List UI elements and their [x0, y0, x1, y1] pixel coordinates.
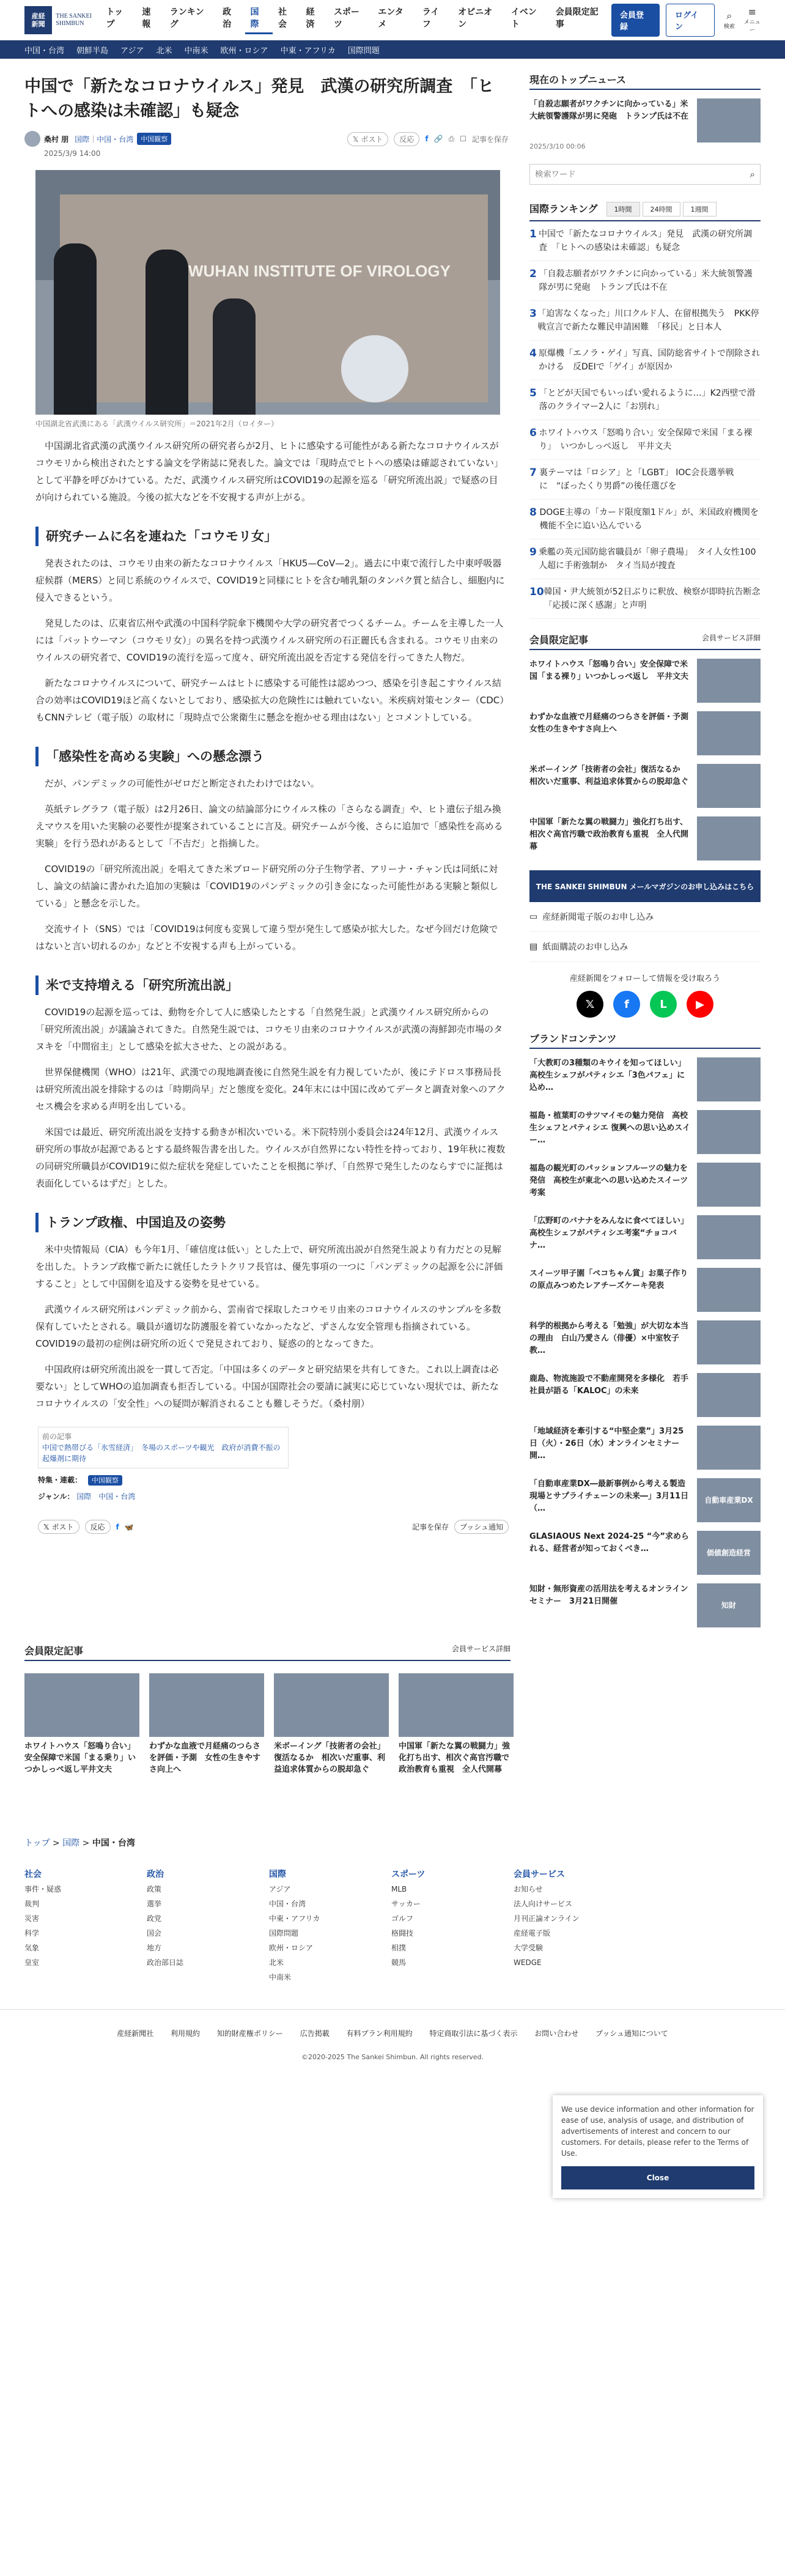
paragraph: 発表されたのは、コウモリ由来の新たなコロナウイルス「HKU5—CoV—2」。過去に中東で流行した中東呼吸器症候群（MERS）と同じ系統のウイルスで、COVID19と同様にヒトを含む哺乳類のタンパク質と結合し、細胞内に侵入できるという。 — [35, 558, 505, 603]
brand-item[interactable] — [529, 1478, 761, 1522]
author-name[interactable]: 桑村 朋 — [44, 135, 69, 144]
sidebar-search — [529, 164, 761, 185]
article-title: 中国で「新たなコロナウイルス」発見 武漢の研究所調査 「ヒトへの感染は未確認」も疑念 — [24, 77, 494, 120]
note-button[interactable]: 反応 — [394, 132, 419, 146]
ranking-headline: 「とどが天国でもいっぱい愛れるように…」K2西壁で滑落のクライマー2人に「お別れ」 — [539, 388, 756, 412]
footer-link[interactable]: 選挙 — [147, 1900, 162, 1908]
footer-link[interactable]: 政治部日誌 — [147, 1958, 184, 1967]
bottom-headline: 中国軍「新たな翼の戦闘力」強化打ち出す、相次ぐ高官汚職で政治教育も重視 全人代開幕 — [399, 1742, 510, 1774]
brand-thumb — [697, 1110, 761, 1154]
ranking-number: 3 — [529, 308, 537, 320]
tab-1w[interactable]: 1週間 — [683, 202, 717, 217]
ranking-number: 6 — [529, 427, 537, 439]
article-date: 2025/3/9 14:00 — [44, 149, 101, 158]
print-icon[interactable]: ⎙ — [448, 134, 455, 143]
paragraph: 発見したのは、広東省広州や武漢の中国科学院傘下機関や大学の研究者でつくるチーム。チームを主導した一人には「バットウーマン（コウモリ女）」の異名を持つ武漢ウイルス研究所の石正麗氏も含まれる。コウモリ由来のウイルスの研究者で、COVID19の流行を巡って度々、研究所流出説を否定する発信を行ってきた人物だ。 — [35, 618, 504, 663]
push-button[interactable]: プッシュ通知 — [454, 1520, 509, 1534]
footer-heading[interactable]: 社会 — [24, 1870, 42, 1879]
footer-link[interactable]: 中東・アフリカ — [269, 1914, 320, 1923]
footer-link[interactable]: プッシュ通知について — [595, 2029, 668, 2038]
tab-24h[interactable]: 24時間 — [643, 202, 680, 217]
bottom-member-item[interactable] — [274, 1673, 389, 1775]
bottom-thumb — [274, 1673, 389, 1737]
article — [24, 59, 509, 1627]
member-thumb — [697, 711, 761, 755]
nav-economy[interactable]: 経済 — [306, 7, 315, 29]
newspaper-icon: ▤ — [529, 942, 538, 952]
bluesky-icon[interactable]: 🦋 — [124, 1522, 134, 1531]
footer-link[interactable]: 法人向けサービス — [514, 1900, 573, 1908]
search-input[interactable] — [530, 165, 745, 183]
global-nav — [101, 6, 612, 34]
youtube-icon[interactable]: ▶ — [687, 991, 713, 1018]
facebook-icon[interactable]: f — [116, 1522, 119, 1531]
footer-link[interactable]: 気象 — [24, 1944, 40, 1952]
paragraph: 武漢ウイルス研究所はパンデミック前から、雲南省で採取したコウモリ由来のコロナウイルスのサンプルを多数保有していたとされる。職員が適切な防護服を着ていなかったなど、ずさんな安全管理も指摘されている。COVID19の最初の症例は研究所の近くで発見されており、疑惑の的となってきた。 — [35, 1304, 501, 1349]
nav-international[interactable]: 国際 — [245, 6, 273, 34]
footer-link[interactable]: 裁判 — [24, 1900, 40, 1908]
ranking-number: 2 — [529, 268, 537, 280]
paragraph: 米国では最近、研究所流出説を支持する動きが相次いでいる。米下院特別小委員会は24年12月、武漢ウイルス研究所の事故が起源であるとする最終報告書を出した。ウイルスが自然界にない特性を持っており、19年秋に複数の同研究所職員がCOVID19に似た症状を発症していたことを根拠に挙げ、「自然界で発生したのならすでに証拠は表面化しているはずだ」とした。 — [35, 1127, 506, 1189]
nav-ranking[interactable]: ランキング — [169, 7, 204, 29]
paper-subscribe[interactable]: ▤ 紙面購読のお申し込み — [529, 932, 761, 962]
nav-event[interactable]: イベント — [510, 7, 537, 29]
follow-text: 産経新聞をフォローして情報を受け取ろう — [569, 974, 721, 983]
member-headline: 中国軍「新たな翼の戦闘力」強化打ち出す、相次ぐ高官汚職で政治教育も重視 全人代開幕 — [529, 818, 689, 851]
brand-thumb — [697, 1268, 761, 1312]
bottom-headline: 米ボーイング「技術者の会社」復活なるか 相次いだ重事、利益追求体質からの脱却急ぐ — [274, 1742, 386, 1774]
member-item[interactable] — [529, 711, 761, 755]
x-post-button[interactable]: 𝕏 ポスト — [347, 132, 389, 146]
footer-link[interactable]: 中南米 — [269, 1973, 292, 1982]
footer-columns — [24, 1864, 785, 1985]
sidebar — [529, 59, 769, 1627]
ranking-headline: 裏テーマは「ロシア」と「LGBT」 IOC会長選挙戦に “ぼったくり男爵”の後任選びを — [539, 468, 734, 491]
brand-headline: 科学的根拠から考える「勉強」が大切な本当の理由 白山乃愛さん（俳優）×中室牧子教… — [529, 1322, 689, 1355]
ranking-item[interactable] — [529, 301, 761, 341]
member-item[interactable] — [529, 659, 761, 703]
member-thumb — [697, 659, 761, 703]
brand-headline: 福島・植葉町のサツマイモの魅力発信 高校生シェフとパティシエ 復興への思い込めスイー… — [529, 1111, 690, 1145]
footer-heading[interactable]: スポーツ — [391, 1870, 426, 1879]
brand-headline: 「大教町の3種類のキウイを知ってほしい」高校生シェフがパティシエ「3色パフェ」に込め… — [529, 1059, 686, 1092]
site-header — [0, 0, 785, 40]
bottom-member-list — [24, 1673, 785, 1775]
nav-sports[interactable]: スポーツ — [333, 7, 359, 29]
footer-heading[interactable]: 国際 — [269, 1870, 286, 1879]
site-brand: THE SANKEI SHIMBUN — [56, 12, 92, 27]
photo-sign: WUHAN INSTITUTE OF VIROLOGY — [188, 262, 451, 280]
paragraph: 中国政府は研究所流出説を一貫して否定。「中国は多くのデータと研究結果を共有してきた。これ以上調査は必要ない」としてWHOの追加調査も拒否している。中国が国際社会の要請に誠実に応じていない現状では、新たなコロナウイルスの「安全性」への疑問が解消されることも難しそうだ。（桑村朋） — [35, 1364, 499, 1409]
ranking-item[interactable] — [529, 460, 761, 500]
crumb-international[interactable]: 国際 — [62, 1838, 80, 1848]
genre-row: ジャンル： 国際 中国・台湾 — [38, 1492, 136, 1501]
ranking-number: 10 — [529, 586, 544, 598]
ranking-item[interactable] — [529, 539, 761, 579]
ranking-number: 1 — [529, 228, 537, 240]
divider: ｜ — [89, 135, 97, 144]
footer-link[interactable]: お知らせ — [514, 1885, 543, 1893]
footer-link[interactable]: 北米 — [269, 1958, 284, 1967]
article-meta — [24, 131, 509, 147]
newsletter-banner[interactable]: THE SANKEI SHIMBUN メールマガジンのお申し込みはこちら — [529, 870, 761, 902]
series-row: 特集・連載： 中国観察 — [38, 1475, 509, 1485]
footer-heading[interactable]: 会員サービス — [514, 1870, 565, 1879]
brand-item[interactable] — [529, 1215, 761, 1259]
category-link[interactable]: 国際 — [75, 135, 90, 144]
bottom-member-title: 会員限定記事 — [24, 1645, 84, 1657]
footer-link[interactable]: 中国・台湾 — [269, 1900, 306, 1908]
brand-thumb — [697, 1373, 761, 1417]
x-post-button[interactable]: 𝕏 ポスト — [38, 1520, 79, 1534]
ranking-headline: 「迫害なくなった」川口クルド人、在留根拠失う PKK停戦宣言で新たな難民申請困難 「移民」と日本人 — [537, 309, 759, 332]
brand-headline: 「自動車産業DX―最新事例から考える製造現場とサプライチェーンの未来―」3月11日（… — [529, 1479, 689, 1513]
top-news-title: 現在のトップニュース — [529, 72, 761, 90]
paragraph: だが、パンデミックの可能性がゼロだと断定されたわけではない。 — [45, 778, 320, 789]
bottom-member-item[interactable] — [149, 1673, 264, 1775]
series-tag[interactable]: 中国観察 — [88, 1475, 122, 1486]
ranking-headline: 韓国・尹大統領が52日ぶりに釈放、検察が即時抗告断念 「応援に深く感謝」と声明 — [544, 587, 769, 610]
site-logo[interactable]: 産経 新聞 — [24, 6, 52, 34]
search-button[interactable]: ⌕ 検索 — [723, 10, 735, 30]
section-heading: トランプ政権、中国追及の姿勢 — [35, 1213, 509, 1232]
footer-column — [147, 1864, 269, 1985]
previous-article-link[interactable] — [38, 1427, 289, 1468]
footer-link[interactable]: 利用規約 — [171, 2029, 201, 2038]
bottom-headline: わずかな血液で月経痛のつらさを評価・予測 女性の生きやすさ向上へ — [149, 1742, 261, 1774]
footer-link[interactable]: 欧州・ロシア — [269, 1944, 314, 1952]
tab-1h[interactable]: 1時間 — [606, 202, 640, 217]
brand-item[interactable] — [529, 1583, 761, 1627]
member-headline: わずかな血液で月経痛のつらさを評価・予測 女性の生きやすさ向上へ — [529, 712, 697, 734]
ranking-item[interactable] — [529, 341, 761, 380]
ranking-headline: 原爆機「エノラ・ゲイ」写真、国防総省サイトで削除されかける 反DEIで「ゲイ」が原因か — [539, 349, 761, 372]
brand-thumb — [697, 1215, 761, 1259]
footer-links — [0, 2009, 785, 2038]
ranking-headline: 中国で「新たなコロナウイルス」発見 武漢の研究所調査 「ヒトへの感染は未確認」も疑念 — [539, 229, 753, 253]
bottom-member-link[interactable]: 会員サービス詳細 — [451, 1645, 510, 1653]
section-heading: 米で支持増える「研究所流出説」 — [35, 975, 509, 995]
footer-link[interactable]: WEDGE — [514, 1958, 542, 1967]
footer-link[interactable]: サッカー — [391, 1900, 421, 1908]
nav-opinion[interactable]: オピニオン — [458, 7, 493, 29]
footer-link[interactable]: ゴルフ — [391, 1914, 414, 1923]
subnav-item[interactable]: 北米 — [156, 46, 172, 56]
brand-item[interactable] — [529, 1373, 761, 1417]
share-bar — [347, 132, 509, 146]
nav-member[interactable]: 会員限定記事 — [555, 7, 599, 29]
subnav-item[interactable]: 中国・台湾 — [24, 46, 65, 56]
brand-item[interactable] — [529, 1426, 761, 1470]
ranking-item[interactable] — [529, 420, 761, 460]
crumb-current: 中国・台湾 — [92, 1838, 135, 1848]
cookie-text: We use device information and other information for ease of use, analysis of usage, and distribution of advertisements of interest and concern to our customers. For details, please refer to the Terms of Use. — [561, 2105, 754, 2158]
nav-top[interactable]: トップ — [106, 7, 123, 29]
cookie-dialog — [553, 2095, 763, 2198]
paragraph: COVID19の起源を巡っては、動物を介して人に感染したとする「自然発生説」と武漢ウイルス研究所からの「研究所流出説」が議論されてきた。自然発生説では、コウモリ由来のコロナウイルスが武漢の海鮮卸売市場のタヌキを「中間宿主」として感染を拡大させた、との説がある。 — [35, 1007, 503, 1052]
member-headline: 米ボーイング「技術者の会社」復活なるか 相次いだ重事、利益追求体質からの脱却急ぐ — [529, 765, 689, 786]
member-thumb — [697, 816, 761, 861]
subcategory-link[interactable]: 中国・台湾 — [97, 135, 134, 144]
member-item[interactable] — [529, 816, 761, 861]
nav-society[interactable]: 社会 — [278, 7, 287, 29]
section-heading: 「感染性を高める実験」への懸念漂う — [35, 747, 509, 766]
subnav-item[interactable]: アジア — [120, 46, 144, 56]
ranking-list — [529, 221, 769, 619]
footer-heading[interactable]: 政治 — [147, 1870, 164, 1879]
brand-headline: 「広野町のバナナをみんなに食べてほしい」高校生シェフがパティシエ考案“チョコバナ… — [529, 1216, 689, 1250]
login-button[interactable]: ログイン — [666, 4, 715, 37]
ranking-title: 国際ランキング — [529, 202, 598, 215]
footer-link[interactable]: 産経新聞社 — [117, 2029, 154, 2038]
top-news-date: 2025/3/10 00:06 — [529, 142, 586, 150]
member-item[interactable] — [529, 764, 761, 808]
footer-column — [24, 1864, 147, 1985]
menu-button[interactable]: ≡ メニュー — [743, 6, 761, 34]
bottom-member-item[interactable] — [399, 1673, 514, 1775]
facebook-icon[interactable]: f — [613, 991, 640, 1018]
brand-thumb: 価値創造経営 — [697, 1531, 761, 1575]
paragraph: 中国湖北省武漢の武漢ウイルス研究所の研究者らが2月、ヒトに感染する可能性がある新たなコロナウイルスがコウモリから検出されたとする論文を学術誌に発表した。論文では「現時点でヒトへの感染は確認されていない」として平静を呼びかけている。ただ、武漢ウイルス研究所はCOVID19の起源を巡る「研究所流出説」で疑惑の目が向けられている施設。今後の拡大などを不安視する声が上がる。 — [35, 440, 504, 503]
footer-link[interactable]: 有料プラン利用規約 — [346, 2029, 413, 2038]
ranking-headline: 乗艦の英元国防総省職員が「卵子農場」 タイ人女性100人超に手術強制か タイ当局が捜査 — [539, 547, 756, 571]
brand-thumb — [697, 1426, 761, 1470]
nav-breaking[interactable]: 速報 — [142, 7, 151, 29]
subnav-item[interactable]: 中東・アフリカ — [280, 46, 336, 56]
ranking-headline: ホワイトハウス「怒鳴り合い」安全保障で米国「まる裸り」 いつかしっぺ返し 平井文夫 — [539, 428, 753, 451]
copyright: ©2020-2025 The Sankei Shimbun. All rights reserved. — [301, 2053, 484, 2061]
genre-links[interactable]: 国際 中国・台湾 — [76, 1492, 136, 1501]
brand-thumb: 自動車産業DX — [697, 1478, 761, 1522]
note-button[interactable]: 反応 — [85, 1520, 111, 1534]
subnav-item[interactable]: 国際問題 — [347, 46, 380, 56]
footer-link[interactable]: 月刊正論オンライン — [514, 1914, 580, 1923]
social-icons — [529, 991, 761, 1018]
subnav-item[interactable]: 欧州・ロシア — [220, 46, 268, 56]
ranking-item[interactable] — [529, 221, 761, 261]
member-thumb — [697, 764, 761, 808]
ranking-number: 9 — [529, 546, 537, 558]
author-avatar — [24, 131, 40, 147]
ranking-number: 5 — [529, 387, 537, 399]
paragraph: COVID19の「研究所流出説」を唱えてきた米ブロード研究所の分子生物学者、アリーナ・チャン氏は同紙に対し、論文の結論に書かれた追加の実験は「COVID19のパンデミックの引き金になった可能性がある実験と類似している」と懸念を示した。 — [35, 864, 499, 909]
cookie-close-button[interactable]: Close — [561, 2166, 754, 2189]
previous-title: 中国で熱帯びる「氷雪経済」 冬場のスポーツや観光 政府が消費不振の起爆剤に期待 — [42, 1443, 281, 1463]
brand-headline: 「地域経済を牽引する“中堅企業”」3月25日（火）・26日（水）オンラインセミナー開… — [529, 1427, 684, 1460]
search-icon[interactable]: ⌕ — [750, 169, 755, 180]
search-icon: ⌕ — [726, 10, 732, 21]
brand-item[interactable] — [529, 1057, 761, 1101]
footer-column — [391, 1864, 514, 1985]
ranking-item[interactable] — [529, 500, 761, 539]
top-news-headline: 「自殺志願者がワクチンに向かっている」米大統領警護隊が男に発砲 トランプ氏は不在 — [529, 100, 689, 121]
brand-item[interactable] — [529, 1320, 761, 1364]
member-link[interactable]: 会員サービス詳細 — [701, 634, 761, 642]
footer-column — [514, 1864, 636, 1985]
bottom-headline: ホワイトハウス「怒鳴り合い」安全保障で米国「まる乗り」いつかしっぺ返し平井文夫 — [24, 1742, 136, 1774]
footer-link[interactable]: 大学受験 — [514, 1944, 544, 1952]
footer-link[interactable]: MLB — [391, 1885, 407, 1893]
ranking-item[interactable] — [529, 579, 769, 619]
brand-thumb — [697, 1163, 761, 1207]
brand-item[interactable] — [529, 1531, 761, 1575]
brand-item[interactable] — [529, 1110, 761, 1154]
bookmark-icon[interactable]: ☐ — [460, 135, 466, 143]
bottom-thumb — [149, 1673, 264, 1737]
save-article-button[interactable]: 記事を保存 — [412, 1523, 449, 1531]
brand-thumb — [697, 1057, 761, 1101]
brand-item[interactable] — [529, 1268, 761, 1312]
ranking-headline: 「自殺志願者がワクチンに向かっている」米大統領警護隊が男に発砲 トランプ氏は不在 — [539, 269, 753, 292]
brand-headline: 福島の観光町のパッションフルーツの魅力を発信 高校生が東北への思い込めたスイーツ考案 — [529, 1164, 688, 1197]
brand-title: ブランドコンテンツ — [529, 1031, 761, 1049]
nav-entertainment[interactable]: エンタメ — [378, 7, 404, 29]
footer-link[interactable]: 災害 — [24, 1914, 40, 1923]
paragraph: 新たなコロナウイルスについて、研究チームはヒトに感染する可能性は認めつつ、感染を引き起こすウイルス結合の効率はCOVID19ほど高くないとしており、感染拡大の危険性には触れていない。米疾病対策センター（CDC）もCNNテレビ（電子版）の取材に「現時点で公衆衛生に懸念を抱かせる理由はない」とコメントしている。 — [35, 678, 504, 723]
brand-headline: GLASIAOUS Next 2024-25 “今”求められる、経営者が知っておくべき… — [529, 1532, 689, 1553]
footer-link[interactable]: 事件・疑惑 — [24, 1885, 62, 1893]
footer-link[interactable]: 知的財産権ポリシー — [216, 2029, 283, 2038]
sub-nav — [0, 40, 785, 59]
brand-thumb — [697, 1320, 761, 1364]
bottom-member-item[interactable] — [24, 1673, 139, 1775]
member-title: 会員限定記事 — [529, 634, 589, 646]
register-button[interactable]: 会員登録 — [611, 4, 660, 37]
footer-link[interactable]: お問い合わせ — [534, 2029, 579, 2038]
article-photo — [35, 170, 500, 415]
save-article-button[interactable]: 記事を保存 — [471, 135, 509, 144]
footer-link[interactable]: 格闘技 — [391, 1929, 414, 1938]
paragraph: 米中央情報局（CIA）も今年1月、「確信度は低い」とした上で、研究所流出説が自然発生説より有力だとの見解を出した。トランプ政権で新たに就任したラトクリフ長官は、優先事項の一つに「パンデミックの起源を公に評価すること」として中国側を追及する姿勢を見せている。 — [35, 1244, 503, 1289]
ranking-number: 7 — [529, 467, 537, 479]
share-bar-bottom — [38, 1520, 509, 1534]
photo-caption: 中国湖北省武漢にある「武漢ウイルス研究所」＝2021年2月（ロイター） — [35, 420, 279, 428]
line-icon[interactable]: L — [650, 991, 677, 1018]
paragraph: 交流サイト（SNS）では「COVID19は何度も変異して違う型が発生して感染が拡大した。なぜ今回だけ危険ではないと言い切れるのか」などと不安視する声も上がっている。 — [35, 923, 498, 952]
crumb-top[interactable]: トップ — [24, 1838, 50, 1848]
footer-link[interactable]: 国会 — [147, 1929, 162, 1938]
brand-list — [529, 1057, 761, 1627]
subnav-item[interactable]: 中南米 — [184, 46, 208, 56]
footer-link[interactable]: 国際問題 — [269, 1929, 299, 1938]
bottom-thumb — [399, 1673, 514, 1737]
paragraph: 英紙テレグラフ（電子版）は2月26日、論文の結論部分にウイルス株の「さらなる調査」や、ヒト遺伝子組み換えマウスを用いた実験の必要性が提案されていることに言及。研究チームが今後、さらに追加で「感染性を高める実験」を行う恐れがあるとして「不吉だ」と指摘した。 — [35, 804, 503, 849]
brand-headline: スイーツ甲子園「ペコちゃん賞」お菓子作りの原点みつめたレアチーズケーキ発表 — [529, 1269, 688, 1290]
footer-link[interactable]: 政党 — [147, 1914, 162, 1923]
ranking-item[interactable] — [529, 261, 761, 301]
breadcrumb: トップ > 国際 > 中国・台湾 — [24, 1838, 135, 1848]
member-list — [529, 659, 761, 861]
series-badge[interactable]: 中国観察 — [137, 133, 171, 145]
bottom-thumb — [24, 1673, 139, 1737]
footer-link[interactable]: 科学 — [24, 1929, 40, 1938]
brand-headline: 知財・無形資産の活用法を考えるオンラインセミナー 3月21日開催 — [529, 1585, 688, 1606]
paragraph: 世界保健機関（WHO）は21年、武漢での現地調査後に自然発生説を有力視していたが、後にテドロス事務局長は研究所流出説を排除するのは「時期尚早」だと態度を変化。24年末には中国に改めてデータと調査対象へのアクセス機会を求める声明を出している。 — [35, 1067, 506, 1112]
brand-thumb: 知財 — [697, 1583, 761, 1627]
footer-link[interactable]: 産経電子版 — [514, 1929, 551, 1938]
subnav-item[interactable]: 朝鮮半島 — [76, 46, 109, 56]
previous-label: 前の記事 — [42, 1432, 72, 1441]
footer-link[interactable]: 地方 — [147, 1944, 162, 1952]
footer-link[interactable]: 相撲 — [391, 1944, 407, 1952]
nav-life[interactable]: ライフ — [422, 7, 440, 29]
footer-column — [269, 1864, 391, 1985]
footer-link[interactable]: 政策 — [147, 1885, 162, 1893]
document-icon: ▭ — [529, 912, 538, 922]
section-heading: 研究チームに名を連ねた「コウモリ女」 — [35, 527, 509, 546]
ranking-number: 4 — [529, 347, 537, 360]
facebook-icon[interactable]: f — [425, 135, 429, 143]
nav-politics[interactable]: 政治 — [223, 7, 232, 29]
footer-link[interactable]: 広告掲載 — [300, 2029, 330, 2038]
top-news-thumb — [697, 98, 761, 142]
ranking-item[interactable] — [529, 380, 761, 420]
top-news-item[interactable] — [529, 98, 761, 142]
ranking-number: 8 — [529, 506, 537, 519]
link-icon[interactable]: 🔗 — [433, 135, 443, 143]
x-icon[interactable]: 𝕏 — [577, 991, 603, 1018]
member-headline: ホワイトハウス「怒鳴り合い」安全保障で米国「まる裸り」いつかしっぺ返し 平井文夫 — [529, 660, 689, 681]
footer-link[interactable]: 皇室 — [24, 1958, 40, 1967]
footer-link[interactable]: 特定商取引法に基づく表示 — [429, 2029, 518, 2038]
hamburger-icon: ≡ — [748, 6, 757, 18]
footer-link[interactable]: アジア — [269, 1885, 291, 1893]
ranking-headline: DOGE主導の「カード限度額1ドル」が、米国政府機関を機能不全に追い込んでいる — [539, 508, 759, 531]
digital-subscribe[interactable]: ▭ 産経新聞電子版のお申し込み — [529, 902, 761, 932]
brand-headline: 鹿島、物流施設で不動産開発を多様化 若手社員が語る「KALOC」の未来 — [529, 1374, 689, 1396]
footer-link[interactable]: 競馬 — [391, 1958, 407, 1967]
brand-item[interactable] — [529, 1163, 761, 1207]
